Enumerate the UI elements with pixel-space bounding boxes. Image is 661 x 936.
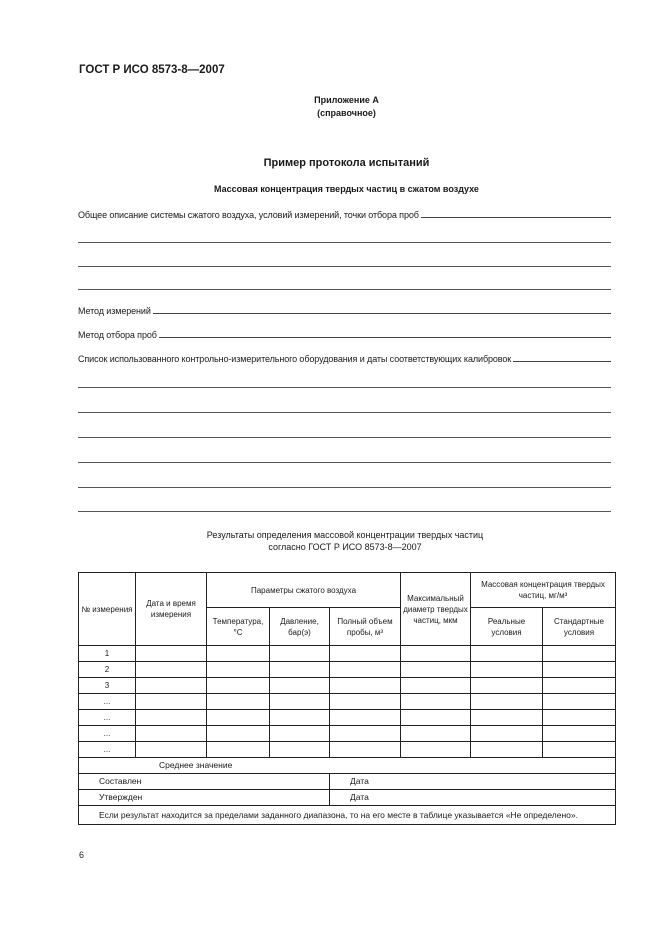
table-row (79, 742, 616, 758)
table-note: Если результат находится за пределами заданного диапазона, то на его месте в таблице указывается «Не определено». (79, 806, 616, 825)
table-row (79, 726, 616, 742)
sampling-method-field (78, 330, 611, 340)
col-pressure-header: Давление, бар(э) (270, 608, 330, 646)
blank-line (78, 387, 611, 388)
row-number: 1 (79, 646, 136, 662)
table-row (79, 678, 616, 694)
blank-line (78, 487, 611, 488)
appendix-label: Приложение А (314, 95, 379, 105)
fill-line (153, 313, 611, 314)
col-temperature-header: Температура, °С (207, 608, 270, 646)
blank-line (78, 437, 611, 438)
row-number: 3 (79, 678, 136, 694)
measurement-method-field (78, 306, 611, 316)
approved-row (79, 790, 616, 806)
row-number: ... (79, 742, 136, 758)
results-caption-line1: Результаты определения массовой концентрации твердых частиц (206, 530, 484, 540)
fill-line (159, 337, 611, 338)
equipment-list-field (78, 354, 611, 364)
average-row (79, 758, 616, 774)
col-volume-header: Полный объем пробы, м³ (330, 608, 401, 646)
average-label: Среднее значение (79, 758, 616, 774)
blank-line (78, 289, 611, 290)
appendix-type: (справочное) (317, 108, 376, 118)
blank-line (78, 511, 611, 512)
results-caption-line2: согласно ГОСТ Р ИСО 8573-8—2007 (268, 542, 422, 552)
results-table (78, 572, 616, 825)
page-number: 6 (79, 850, 85, 860)
col-standard-header: Стандартные условия (543, 608, 616, 646)
general-description-field (78, 210, 611, 220)
approved-date-label: Дата (330, 790, 616, 806)
table-row (79, 646, 616, 662)
general-description-label: Общее описание системы сжатого воздуха, условий измерений, точки отбора проб (78, 210, 419, 220)
fill-line (513, 361, 611, 362)
blank-line (78, 462, 611, 463)
concentration-group-header: Массовая концентрация твердых частиц, мг/м³ (471, 573, 616, 608)
document-code: ГОСТ Р ИСО 8573-8—2007 (79, 64, 225, 76)
equipment-list-label: Список использованного контрольно-измерительного оборудования и даты соответствующих калибровок (78, 354, 512, 364)
col-real-header: Реальные условия (471, 608, 543, 646)
blank-line (78, 266, 611, 267)
compiled-row (79, 774, 616, 790)
row-number: ... (79, 710, 136, 726)
sampling-method-label: Метод отбора проб (78, 330, 157, 340)
page-subtitle: Массовая концентрация твердых частиц в сжатом воздухе (214, 184, 479, 194)
fill-line (421, 217, 611, 218)
measurement-method-label: Метод измерений (78, 306, 151, 316)
compiled-label: Составлен (79, 774, 330, 790)
col-datetime-header: Дата и время измерения (136, 573, 207, 646)
row-number: 2 (79, 662, 136, 678)
table-row (79, 710, 616, 726)
table-row (79, 694, 616, 710)
col-number-header: № измерения (79, 573, 136, 646)
page-title: Пример протокола испытаний (263, 157, 430, 169)
approved-label: Утвержден (79, 790, 330, 806)
col-max-diameter-header: Максимальный диаметр твердых частиц, мкм (401, 573, 471, 646)
air-params-group-header: Параметры сжатого воздуха (207, 573, 401, 608)
note-row (79, 806, 616, 825)
table-row (79, 662, 616, 678)
blank-line (78, 412, 611, 413)
blank-line (78, 242, 611, 243)
compiled-date-label: Дата (330, 774, 616, 790)
row-number: ... (79, 726, 136, 742)
row-number: ... (79, 694, 136, 710)
